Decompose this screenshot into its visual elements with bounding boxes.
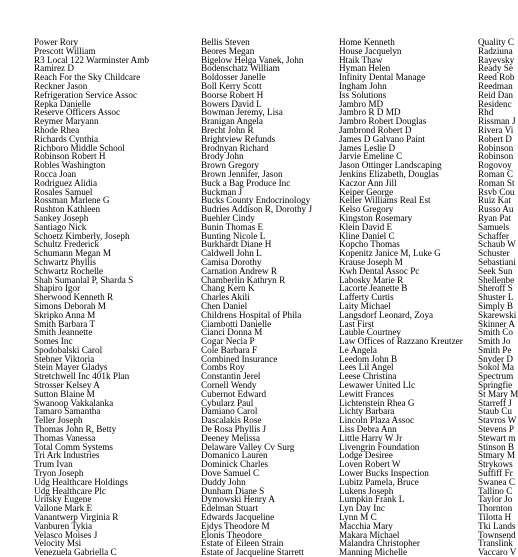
list-item: Stinson B <box>478 441 514 452</box>
list-item: Reid Dan <box>478 89 513 100</box>
list-item: Dymowski Henry A <box>201 494 276 505</box>
list-item: Ramirez D <box>34 63 75 74</box>
list-item: Jenkins Elizabeth, Douglas <box>339 168 439 179</box>
list-item: Rivera Vi <box>478 124 514 135</box>
list-item: Livengrin Foundation <box>339 441 420 452</box>
list-item: Last First <box>339 318 374 329</box>
list-item: Cole Barbara F <box>201 344 258 355</box>
list-item: Robinson <box>478 142 514 153</box>
list-item: Velocity Msi <box>34 538 82 549</box>
list-item: Shapiro Igor <box>34 283 81 294</box>
list-item: Rissman J <box>478 116 516 127</box>
list-item: Lumpkin Frank L <box>339 494 405 505</box>
list-item: Boorse Robert H <box>201 89 264 100</box>
list-item: Cubernot Edward <box>201 388 267 399</box>
list-item: Tamaro Samantha <box>34 406 101 417</box>
list-item: Vallone Mark E <box>34 503 93 514</box>
list-item: Uritsky Eugene <box>34 494 92 505</box>
list-item: Kopenitz Janice M, Luke G <box>339 248 441 259</box>
list-item: Spectrum <box>478 371 514 382</box>
list-item: Childrens Hospital of Phila <box>201 309 302 320</box>
list-item: Ingham John <box>339 80 387 91</box>
list-item: Brown Jennifer, Jason <box>201 168 283 179</box>
list-item: Cianci Donna M <box>201 327 263 338</box>
list-item: Brecht John R <box>201 124 254 135</box>
list-item: Roman St <box>478 177 515 188</box>
list-item: Thomas John R, Betty <box>34 424 117 435</box>
list-item: James Leslie D <box>339 142 396 153</box>
list-item: Rocca Joan <box>34 168 77 179</box>
list-item: Buckman J <box>201 186 243 197</box>
list-item: Jambro R D MD <box>339 107 401 118</box>
list-item: Combined Insurance <box>201 353 278 364</box>
list-item: Kopcho Thomas <box>339 239 400 250</box>
list-item: Jarvie Emeline C <box>339 151 403 162</box>
list-item: Simply B <box>478 300 513 311</box>
list-item: Russo Au <box>478 204 514 215</box>
list-item: Teller Joseph <box>34 415 83 426</box>
list-item: Dove Samuel C <box>201 468 260 479</box>
list-item: Htaik Thaw <box>339 54 383 65</box>
list-item: Delaware Valley Cv Surg <box>201 441 295 452</box>
list-item: Prescott William <box>34 45 96 56</box>
list-item: Tki Lands <box>478 520 516 531</box>
list-item: Langsdorf Leonard, Zoya <box>339 309 434 320</box>
list-item: Smith Jeannette <box>34 327 93 338</box>
list-item: Bodenschatz William <box>201 63 280 74</box>
list-item: Swanea C <box>478 476 515 487</box>
list-item: Kaczor Ann Jill <box>339 177 397 188</box>
list-item: Law Offices of Razzano Kreutzer <box>339 336 463 347</box>
list-item: Reed Rob <box>478 72 515 83</box>
list-item: Brown Gregory <box>201 160 259 171</box>
list-item: Starreff J <box>478 397 512 408</box>
list-item: Jambrond Robert D <box>339 124 412 135</box>
list-item: Sheroff S <box>478 283 513 294</box>
list-item: Stmary M <box>478 450 516 461</box>
list-item: Boll Kerry Scott <box>201 80 262 91</box>
list-item: Leese Christina <box>339 371 397 382</box>
list-item: Lodge Desiree <box>339 450 393 461</box>
list-item: Smith Barbara T <box>34 318 96 329</box>
list-item: Lewitt Frances <box>339 388 394 399</box>
list-item: Ryan Pat <box>478 212 512 223</box>
name-column-3 <box>339 38 463 557</box>
list-item: Schwartz Phyllis <box>34 256 97 267</box>
list-item: Tallino C <box>478 485 513 496</box>
list-item: Staub Cu <box>478 406 512 417</box>
list-item: Brodnyan Richard <box>201 142 269 153</box>
list-item: Vanburen Tykia <box>34 520 93 531</box>
list-item: Elonis Theodore <box>201 529 262 540</box>
list-item: Estate of Jacqueline Starrett <box>201 547 304 557</box>
list-item: Ciambotti Danielle <box>201 318 272 329</box>
list-item: Caldwell John L <box>201 248 262 259</box>
list-item: Hyman Helen <box>339 63 391 74</box>
list-item: Keller Williams Real Est <box>339 195 431 206</box>
list-item: Somes Inc <box>34 336 73 347</box>
list-item: Dominick Charles <box>201 459 269 470</box>
list-item: Chen Daniel <box>201 300 248 311</box>
list-item: Seek Sun <box>478 265 513 276</box>
list-item: Trum Ivan <box>34 459 73 470</box>
list-item: Tilotta H <box>478 512 512 523</box>
list-item: Deeney Melissa <box>201 432 260 443</box>
list-item: Suffiff Fr <box>478 468 513 479</box>
list-item: Reach For the Sky Childcare <box>34 72 141 83</box>
list-item: Cogar Necia P <box>201 336 255 347</box>
list-item: Lynn M C <box>339 512 377 523</box>
list-item: Sutton Blaine M <box>34 388 95 399</box>
list-item: Udg Healthcare Plc <box>34 485 106 496</box>
list-item: Bowers David L <box>201 98 262 109</box>
list-item: Damiano Carol <box>201 406 258 417</box>
list-item: Rosales Samuel <box>34 186 93 197</box>
list-item: Macchia Mary <box>339 520 393 531</box>
list-item: Stebner Viktoria <box>34 353 95 364</box>
list-item: Sokol Ma <box>478 362 514 373</box>
list-item: Keiper George <box>339 186 394 197</box>
list-item: Lower Bucks Inspection <box>339 468 429 479</box>
list-item: Bunin Thomas E <box>201 221 264 232</box>
list-item: Lacorte Jeanette B <box>339 283 408 294</box>
list-item: Lewawer United Llc <box>339 380 416 391</box>
list-item: Bellis Steven <box>201 37 250 47</box>
list-item: Schoetz Kimberly, Joseph <box>34 230 130 241</box>
list-item: Repka Danielle <box>34 98 91 109</box>
list-item: Smith Jo <box>478 336 511 347</box>
list-item: Rsvb Cou <box>478 186 515 197</box>
list-item: Sebastiani <box>478 256 516 267</box>
list-item: Thornton <box>478 503 513 514</box>
list-item: Estate of Eileen Strain <box>201 538 284 549</box>
list-item: Ruiz Kat <box>478 195 511 206</box>
list-item: Power Rory <box>34 37 79 47</box>
list-item: Venezuela Gabriella C <box>34 547 117 557</box>
list-item: Little Harry W Jr <box>339 432 403 443</box>
list-item: Skripko Anna M <box>34 309 96 320</box>
list-item: Residenc <box>478 98 512 109</box>
list-item: Townsend <box>478 529 516 540</box>
list-item: Total Comm Systems <box>34 441 113 452</box>
list-item: Brightview Refunds <box>201 133 276 144</box>
list-item: Sankey Joseph <box>34 212 89 223</box>
list-item: Radziuna <box>478 45 513 56</box>
list-item: Buehler Cindy <box>201 212 255 223</box>
list-item: Labosky Marie R <box>339 274 404 285</box>
list-item: Rhode Rhea <box>34 124 80 135</box>
list-item: Jason Ottinger Landscaping <box>339 160 442 171</box>
list-item: Spodobalski Carol <box>34 344 103 355</box>
list-item: Lafferty Curtis <box>339 292 394 303</box>
list-item: Stavros W <box>478 415 517 426</box>
list-item: Dunham Diane S <box>201 485 265 496</box>
list-item: Branigan Angela <box>201 116 263 127</box>
list-item: Ejdys Theodore M <box>201 520 270 531</box>
list-item: Vaccaro V <box>478 547 517 557</box>
list-item: Snyder D <box>478 353 513 364</box>
name-column-4 <box>478 38 518 557</box>
list-item: Robinson <box>478 151 514 162</box>
list-item: Santiago Nick <box>34 221 87 232</box>
list-item: Refrigeration Service Assoc <box>34 89 138 100</box>
list-item: Camisa Dorothy <box>201 256 262 267</box>
list-item: Leedom John B <box>339 353 398 364</box>
list-item: Lyn Day Inc <box>339 503 385 514</box>
list-item: Skarewski <box>478 309 517 320</box>
list-item: Udg Healthcare Holdings <box>34 476 128 487</box>
list-item: Schaub W <box>478 239 516 250</box>
list-item: St Mary M <box>478 388 518 399</box>
list-item: Thomas Vanessa <box>34 432 96 443</box>
list-item: Stretchwell Inc 401k Plan <box>34 371 130 382</box>
list-item: Stewart m <box>478 432 516 443</box>
list-item: Rayevsky <box>478 54 515 65</box>
list-item: Iss Solutions <box>339 89 387 100</box>
list-item: Reckner Jason <box>34 80 88 91</box>
name-column-1 <box>34 38 149 557</box>
list-item: Edelman Stuart <box>201 503 258 514</box>
list-item: Tryon Joseph <box>34 468 84 479</box>
list-item: Chamberlin Kathryn R <box>201 274 286 285</box>
list-item: Liss Debra Ann <box>339 424 397 435</box>
list-item: Edwards Jacqueline <box>201 512 275 523</box>
list-item: Kwh Dental Assoc Pc <box>339 265 420 276</box>
list-item: Translink <box>478 538 513 549</box>
list-item: Budries Addison R, Dorothy J <box>201 204 313 215</box>
list-item: Smith Co <box>478 327 513 338</box>
list-item: Manning Michelle <box>339 547 408 557</box>
list-item: Cybularz Paul <box>201 397 254 408</box>
list-item: Swanoop Vakkalanka <box>34 397 114 408</box>
list-item: Bowman Jeremy, Lisa <box>201 107 283 118</box>
list-item: Buck a Bag Produce Inc <box>201 177 291 188</box>
list-item: Springfie <box>478 380 513 391</box>
list-item: Stein Mayer Gladys <box>34 362 108 373</box>
list-item: Strosser Kelsey A <box>34 380 100 391</box>
list-item: Taylor Jo <box>478 494 513 505</box>
list-item: Cornell Wendy <box>201 380 257 391</box>
list-item: Robert D <box>478 133 512 144</box>
list-item: Constantin Jerel <box>201 371 261 382</box>
list-item: Combs Roy <box>201 362 245 373</box>
list-item: Lichty Barbara <box>339 406 395 417</box>
list-item: Burkhardt Diane H <box>201 239 272 250</box>
list-item: Domanico Lauren <box>201 450 268 461</box>
list-item: Malandra Christopher <box>339 538 420 549</box>
list-item: Charles Akili <box>201 292 250 303</box>
list-item: Bunting Nicole L <box>201 230 266 241</box>
list-item: Schuster <box>478 248 510 259</box>
list-item: De Rosa Phyllis J <box>201 424 267 435</box>
list-item: Lauble Courtney <box>339 327 401 338</box>
list-item: Krause Joseph M <box>339 256 403 267</box>
list-item: Rhd <box>478 107 494 118</box>
list-item: Robles Washington <box>34 160 106 171</box>
list-item: Chang Kern K <box>201 283 255 294</box>
list-item: Carnation Andrew R <box>201 265 278 276</box>
list-item: Jambro MD <box>339 98 384 109</box>
list-item: Samuels <box>478 221 510 232</box>
list-item: Reedman <box>478 80 513 91</box>
list-item: Bigelow Helga Vanek, John <box>201 54 304 65</box>
list-item: Sherwood Kenneth R <box>34 292 114 303</box>
list-item: Home Kenneth <box>339 37 395 47</box>
list-item: Beores Megan <box>201 45 255 56</box>
list-item: Lukens Joseph <box>339 485 394 496</box>
list-item: James D Galvano Paint <box>339 133 425 144</box>
list-item: Makara Michael <box>339 529 400 540</box>
list-item: Richboro Middle School <box>34 142 125 153</box>
list-item: Schwartz Rochelle <box>34 265 104 276</box>
list-item: Richards Cynthia <box>34 133 99 144</box>
list-item: Robinson Robert H <box>34 151 106 162</box>
list-item: Dascalakis Rose <box>201 415 262 426</box>
list-item: Kelso Gregory <box>339 204 394 215</box>
list-item: Jambro Robert Douglas <box>339 116 427 127</box>
list-item: Shah Sumanlal P, Sharda S <box>34 274 134 285</box>
list-item: Skinner A <box>478 318 516 329</box>
list-item: Ready Se <box>478 63 513 74</box>
list-item: Brody John <box>201 151 244 162</box>
list-item: Velasco Moises J <box>34 529 98 540</box>
list-item: Lees Lil Angel <box>339 362 394 373</box>
list-item: Tri Ark Industries <box>34 450 100 461</box>
list-item: Infinity Dental Manage <box>339 72 426 83</box>
list-item: Le Angela <box>339 344 378 355</box>
list-item: Schumann Megan M <box>34 248 112 259</box>
list-item: Rodriguez Alidia <box>34 177 98 188</box>
list-item: Reserve Officers Assoc <box>34 107 121 118</box>
list-item: Lincoln Plaza Assoc <box>339 415 415 426</box>
list-item: Roman C <box>478 168 513 179</box>
list-item: Schaffer <box>478 230 509 241</box>
list-item: Smith Pe <box>478 344 512 355</box>
list-item: House Jacquelyn <box>339 45 402 56</box>
list-item: Shuster L <box>478 292 514 303</box>
list-item: Reymer Maryann <box>34 116 99 127</box>
list-item: Simons Deborah M <box>34 300 106 311</box>
name-column-2 <box>201 38 312 557</box>
list-item: Klein David E <box>339 221 393 232</box>
list-item: Lubitz Pamela, Bruce <box>339 476 419 487</box>
list-item: Kingston Rosemary <box>339 212 413 223</box>
list-item: Rogovoy <box>478 160 512 171</box>
list-item: Laity Michael <box>339 300 391 311</box>
list-item: Stevens P <box>478 424 514 435</box>
list-item: Strykows <box>478 459 513 470</box>
list-item: Duddy John <box>201 476 246 487</box>
list-item: Kline Daniel C <box>339 230 395 241</box>
list-item: Rushton Kathleen <box>34 204 101 215</box>
list-item: Quality C <box>478 37 514 47</box>
list-item: Loven Robert W <box>339 459 401 470</box>
list-item: R3 Local 122 Warminster Amb <box>34 54 149 65</box>
list-item: Boldosser Janelle <box>201 72 266 83</box>
list-item: Rossman Marlene G <box>34 195 110 206</box>
list-item: Lichtenstein Rhea G <box>339 397 415 408</box>
list-item: Vanantwerp Virginia R <box>34 512 119 523</box>
list-item: Bucks County Endocrinology <box>201 195 311 206</box>
list-item: Shellenbe <box>478 274 515 285</box>
list-item: Schultz Frederick <box>34 239 100 250</box>
